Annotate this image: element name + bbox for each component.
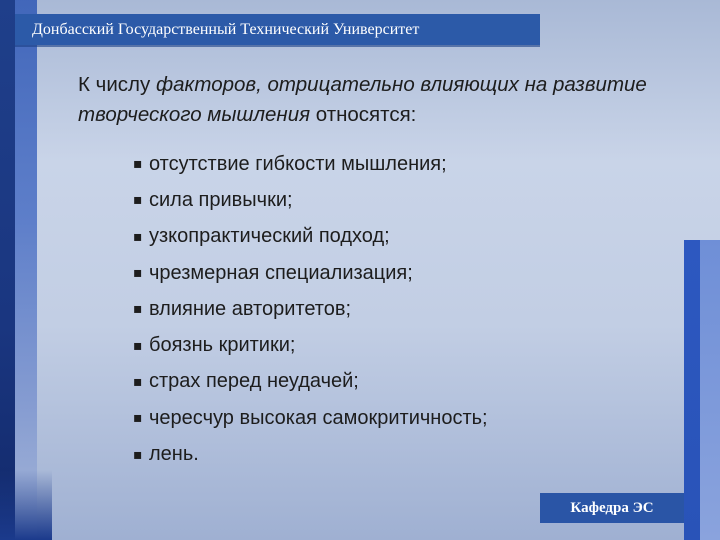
bullet-marker-icon: ▪ — [133, 337, 143, 354]
left-decor-band-light — [15, 0, 37, 540]
left-decor-band-bottom — [0, 470, 52, 540]
bullet-marker-icon: ▪ — [133, 373, 143, 390]
list-item — [133, 436, 673, 472]
intro-paragraph — [78, 70, 688, 130]
list-item — [133, 219, 673, 255]
intro-text-start: К числу — [78, 73, 156, 96]
list-item — [133, 327, 673, 363]
list-item — [133, 400, 673, 436]
intro-text-italic: факторов, отрицательно влияющих на развитие творческого мышления — [78, 73, 647, 126]
list-item-text: отсутствие гибкости мышления; — [149, 152, 447, 175]
footer-bar — [540, 493, 684, 523]
header-rule — [15, 45, 540, 47]
list-item-text: узкопрактический подход; — [149, 225, 390, 248]
intro-text-end: относятся: — [310, 103, 417, 126]
list-item-text: страх перед неудачей; — [149, 370, 359, 393]
bullet-marker-icon: ▪ — [133, 192, 143, 209]
factor-list — [133, 146, 673, 473]
list-item-text: лень. — [149, 443, 199, 466]
right-decor-band-light — [700, 240, 720, 540]
list-item — [133, 146, 673, 182]
bullet-marker-icon: ▪ — [133, 446, 143, 463]
bullet-marker-icon: ▪ — [133, 301, 143, 318]
department-label: Кафедра ЭС — [570, 499, 654, 516]
left-decor-band-dark — [0, 0, 15, 540]
bullet-marker-icon: ▪ — [133, 228, 143, 245]
list-item — [133, 291, 673, 327]
header-bar — [15, 14, 540, 45]
bullet-marker-icon: ▪ — [133, 410, 143, 427]
list-item-text: сила привычки; — [149, 188, 293, 211]
bullet-marker-icon: ▪ — [133, 265, 143, 282]
bullet-marker-icon: ▪ — [133, 156, 143, 173]
university-title: Донбасский Государственный Технический Университет — [32, 20, 420, 38]
list-item — [133, 255, 673, 291]
list-item-text: чрезмерная специализация; — [149, 261, 413, 284]
list-item-text: влияние авторитетов; — [149, 297, 352, 320]
right-decor-band-dark — [684, 240, 700, 540]
list-item-text: чересчур высокая самокритичность; — [149, 406, 488, 429]
list-item-text: боязнь критики; — [149, 334, 296, 357]
list-item — [133, 364, 673, 400]
list-item — [133, 182, 673, 218]
